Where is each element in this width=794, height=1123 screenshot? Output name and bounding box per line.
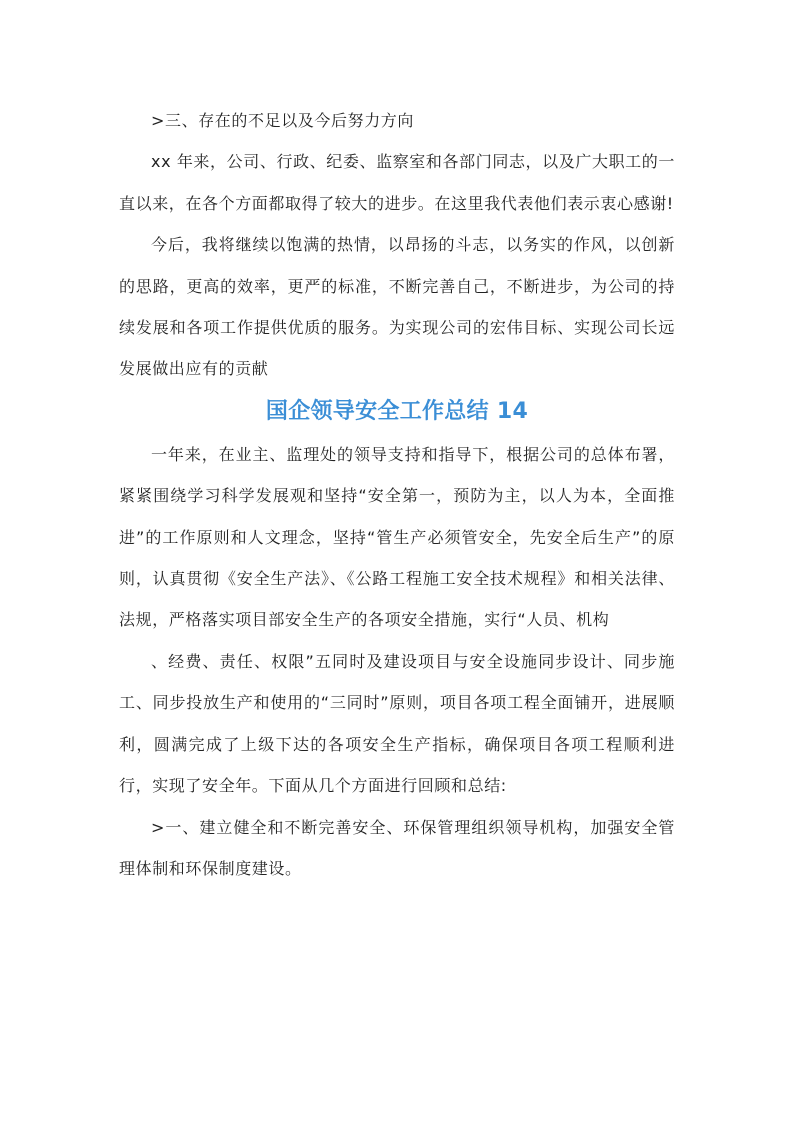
document-page bbox=[119, 100, 675, 889]
document-title: 国企领导安全工作总结 14 bbox=[265, 398, 529, 424]
paragraph: >一、建立健全和不断完善安全、环保管理组织领导机构，加强安全管理体制和环保制度建设。 bbox=[119, 817, 675, 878]
paragraph: 一年来，在业主、监理处的领导支持和指导下，根据公司的总体布署，紧紧围绕学习科学发展观和坚持“安全第一，预防为主，以人为本，全面推进”的工作原则和人文理念，坚持“管生产必须管安全，先安全后生产”的原则，认真贯彻《安全生产法》、《公路工程施工安全技术规程》和相关法律、法规，严格落实项目部安全生产的各项安全措施，实行“人员、机构 bbox=[119, 444, 675, 630]
paragraph: 、经费、责任、权限”五同时及建设项目与安全设施同步设计、同步施工、同步投放生产和使用的“三同时”原则，项目各项工程全面铺开，进展顺利，圆满完成了上级下达的各项安全生产指标，确保项目各项工程顺利进行，实现了安全年。下面从几个方面进行回顾和总结: bbox=[119, 651, 675, 796]
paragraph: xx 年来，公司、行政、纪委、监察室和各部门同志，以及广大职工的一直以来，在各个方面都取得了较大的进步。在这里我代表他们表示衷心感谢! bbox=[119, 152, 675, 213]
paragraph: 今后，我将继续以饱满的热情，以昂扬的斗志，以务实的作风，以创新的思路，更高的效率，更严的标准，不断完善自己，不断进步，为公司的持续发展和各项工作提供优质的服务。为实现公司的宏伟目标、实现公司长远发展做出应有的贡献 bbox=[119, 235, 675, 379]
section-heading: >三、存在的不足以及今后努力方向 bbox=[151, 111, 415, 130]
